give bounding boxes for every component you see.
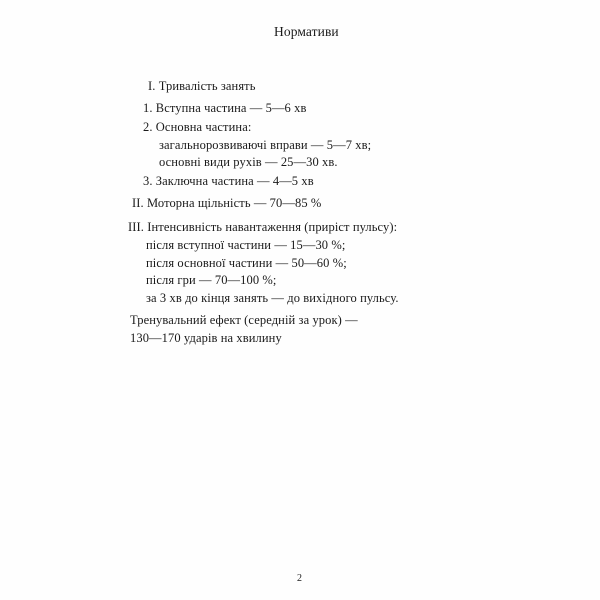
section-3-line-2: після основної частини — 50—60 %; <box>146 256 347 270</box>
section-3-line-1: після вступної частини — 15—30 %; <box>146 238 346 252</box>
section-3-line-4: за 3 хв до кінця занять — до вихідного пульсу. <box>146 291 399 305</box>
section-1-item-1: 1. Вступна частина — 5—6 хв <box>143 101 307 115</box>
section-1-heading: I. Тривалість занять <box>148 79 256 93</box>
training-effect-line-2: 130—170 ударів на хвилину <box>130 331 282 345</box>
training-effect-line-1: Тренувальний ефект (середній за урок) — <box>130 313 358 327</box>
section-1-item-2-sub-1: загальнорозвиваючі вправи — 5—7 хв; <box>159 138 372 152</box>
section-2-heading: II. Моторна щільність — 70—85 % <box>132 196 322 210</box>
section-3-heading: III. Інтенсивність навантаження (приріст пульсу): <box>128 220 398 234</box>
section-1-item-3: 3. Заключна частина — 4—5 хв <box>143 174 314 188</box>
section-3-line-3: після гри — 70—100 %; <box>146 273 277 287</box>
section-1-item-2-sub-2: основні види рухів — 25—30 хв. <box>159 155 338 169</box>
page-number: 2 <box>297 573 303 584</box>
page-title: Нормативи <box>274 24 339 39</box>
section-1-item-2: 2. Основна частина: <box>143 120 252 134</box>
